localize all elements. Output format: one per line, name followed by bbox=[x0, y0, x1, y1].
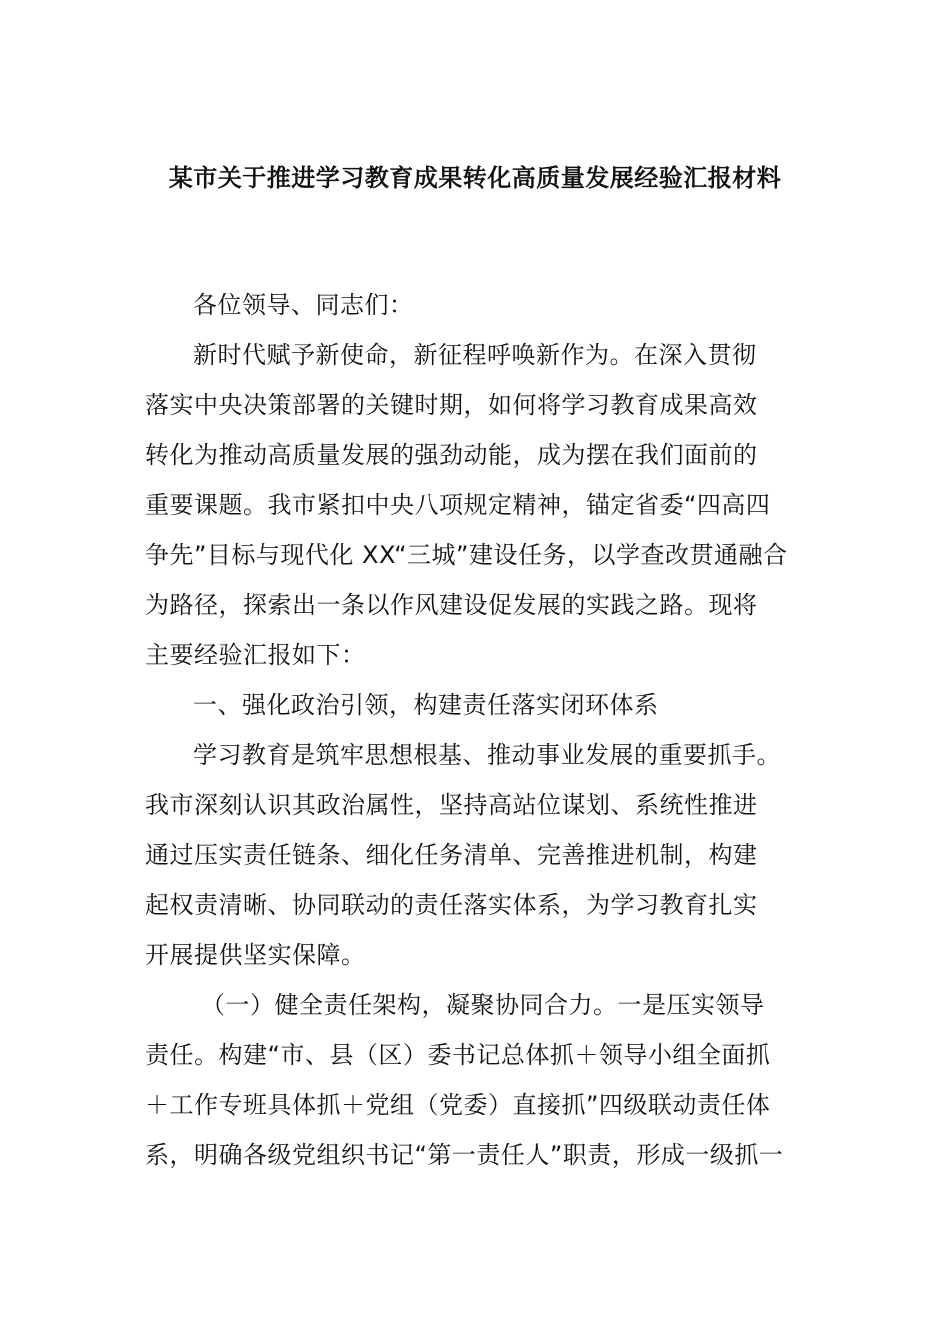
paragraph-line: 责任。构建“市、县（区）委书记总体抓＋领导小组全面抓 bbox=[145, 1041, 771, 1069]
salutation: 各位领导、同志们： bbox=[193, 291, 414, 319]
paragraph-line: 开展提供坚实保障。 bbox=[145, 941, 366, 969]
paragraph-line: 为路径，探索出一条以作风建设促发展的实践之路。现将 bbox=[145, 591, 758, 619]
paragraph-line: 重要课题。我市紧扣中央八项规定精神，锚定省委“四高四 bbox=[145, 491, 771, 519]
paragraph-line: 学习教育是筑牢思想根基、推动事业发展的重要抓手。 bbox=[193, 741, 781, 769]
paragraph-line: ＋工作专班具体抓＋党组（党委）直接抓”四级联动责任体 bbox=[145, 1091, 771, 1119]
document-title: 某市关于推进学习教育成果转化高质量发展经验汇报材料 bbox=[168, 164, 782, 192]
subsection-line: （一）健全责任架构，凝聚协同合力。一是压实领导 bbox=[201, 991, 765, 1019]
paragraph-line: 落实中央决策部署的关键时期，如何将学习教育成果高效 bbox=[145, 391, 758, 419]
paragraph-line: 转化为推动高质量发展的强劲动能，成为摆在我们面前的 bbox=[145, 441, 758, 469]
paragraph-line: 系，明确各级党组织书记“第一责任人”职责，形成一级抓一 bbox=[145, 1141, 784, 1169]
document-body bbox=[145, 280, 805, 1180]
paragraph-line: 起权责清晰、协同联动的责任落实体系，为学习教育扎实 bbox=[145, 891, 758, 919]
paragraph-line: 我市深刻认识其政治属性，坚持高站位谋划、系统性推进 bbox=[145, 791, 758, 819]
paragraph-line: 主要经验汇报如下： bbox=[145, 641, 366, 669]
section-heading: 一、强化政治引领，构建责任落实闭环体系 bbox=[193, 691, 659, 719]
paragraph-line: 新时代赋予新使命，新征程呼唤新作为。在深入贯彻 bbox=[193, 341, 757, 369]
paragraph-line: 通过压实责任链条、细化任务清单、完善推进机制，构建 bbox=[145, 841, 758, 869]
paragraph-line: 争先”目标与现代化 XX“三城”建设任务，以学查改贯通融合 bbox=[145, 541, 788, 569]
